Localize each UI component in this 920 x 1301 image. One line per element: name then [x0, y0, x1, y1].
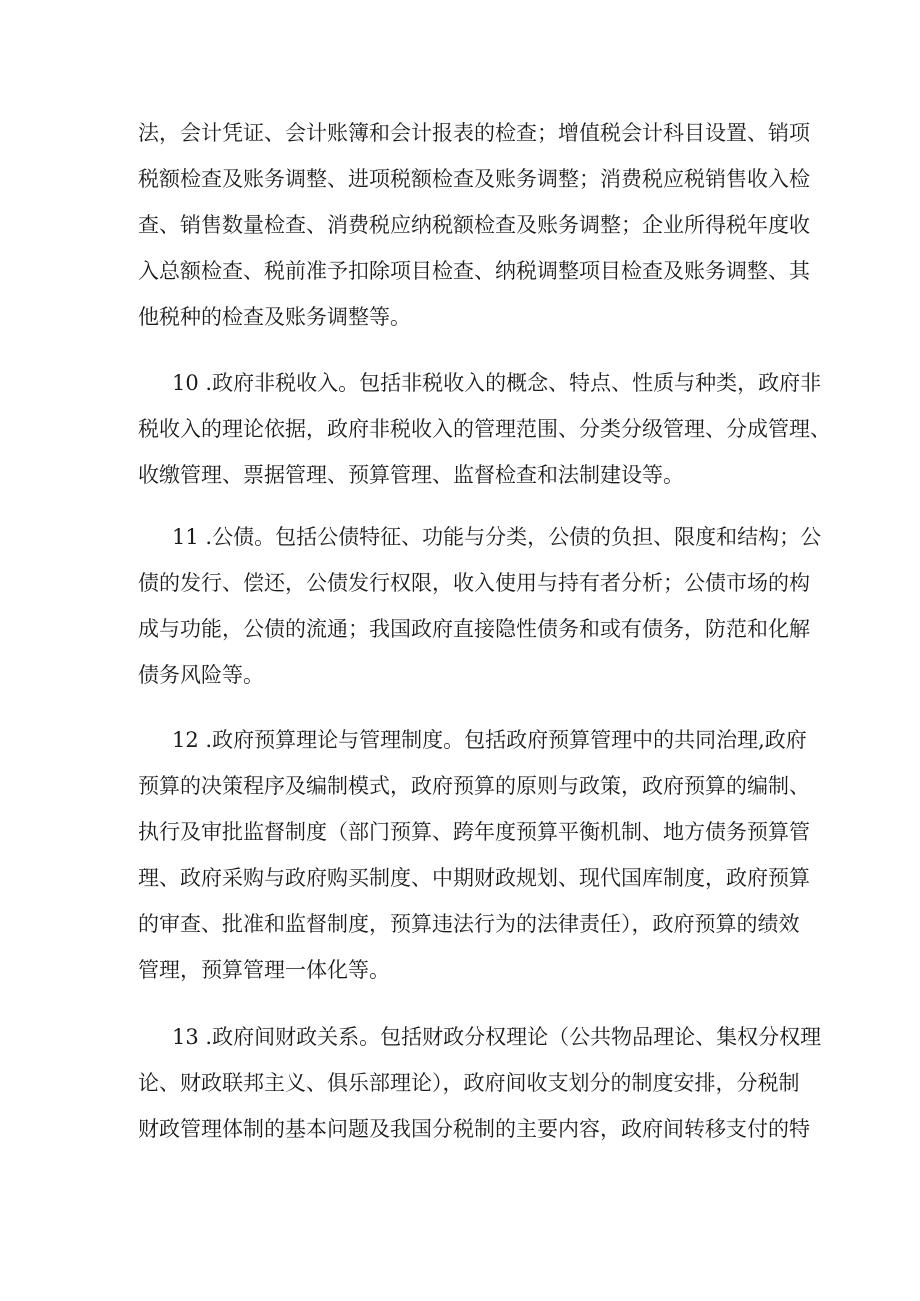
text-line: 10 .政府非税收入。包括非税收入的概念、特点、性质与种类，政府非 — [172, 371, 822, 395]
text-line: 理、政府采购与政府购买制度、中期财政规划、现代国库制度，政府预算 — [138, 866, 810, 890]
paragraph-10 — [138, 360, 831, 498]
text-line: 预算的决策程序及编制模式，政府预算的原则与政策，政府预算的编制、 — [138, 774, 810, 798]
text-line: 查、销售数量检查、消费税应纳税额检查及账务调整；企业所得税年度收 — [138, 213, 810, 237]
text-line: 税额检查及账务调整、进项税额检查及账务调整；消费税应税销售收入检 — [138, 167, 810, 191]
text-line: 债务风险等。 — [138, 663, 264, 687]
text-line: 12 .政府预算理论与管理制度。包括政府预算管理中的共同治理,政府 — [172, 728, 807, 752]
text-line: 论、财政联邦主义、俱乐部理论），政府间收支划分的制度安排，分税制 — [138, 1071, 800, 1095]
text-line: 管理，预算管理一体化等。 — [138, 958, 390, 982]
text-line: 成与功能，公债的流通；我国政府直接隐性债务和或有债务，防范和化解 — [138, 617, 810, 641]
text-line: 收缴管理、票据管理、预算管理、监督检查和法制建设等。 — [138, 463, 684, 487]
text-line: 入总额检查、税前准予扣除项目检查、纳税调整项目检查及账务调整、其 — [138, 259, 810, 283]
text-line: 13 .政府间财政关系。包括财政分权理论（公共物品理论、集权分权理 — [172, 1025, 822, 1049]
text-line: 债的发行、偿还，公债发行权限，收入使用与持有者分析；公债市场的构 — [138, 571, 810, 595]
text-line: 执行及审批监督制度（部门预算、跨年度预算平衡机制、地方债务预算管 — [138, 820, 810, 844]
paragraph-12 — [138, 717, 810, 993]
text-line: 税收入的理论依据，政府非税收入的管理范围、分类分级管理、分成管理、 — [138, 417, 831, 441]
text-line: 法，会计凭证、会计账簿和会计报表的检查；增值税会计科目设置、销项 — [138, 121, 810, 145]
text-line: 11 .公债。包括公债特征、功能与分类，公债的负担、限度和结构；公 — [172, 525, 822, 549]
paragraph-9-continued — [138, 110, 810, 340]
paragraph-11 — [138, 514, 822, 698]
text-line: 他税种的检查及账务调整等。 — [138, 305, 411, 329]
text-line: 的审查、批准和监督制度，预算违法行为的法律责任），政府预算的绩效 — [138, 912, 800, 936]
text-line: 财政管理体制的基本问题及我国分税制的主要内容，政府间转移支付的特 — [138, 1117, 810, 1141]
paragraph-13 — [138, 1014, 822, 1152]
